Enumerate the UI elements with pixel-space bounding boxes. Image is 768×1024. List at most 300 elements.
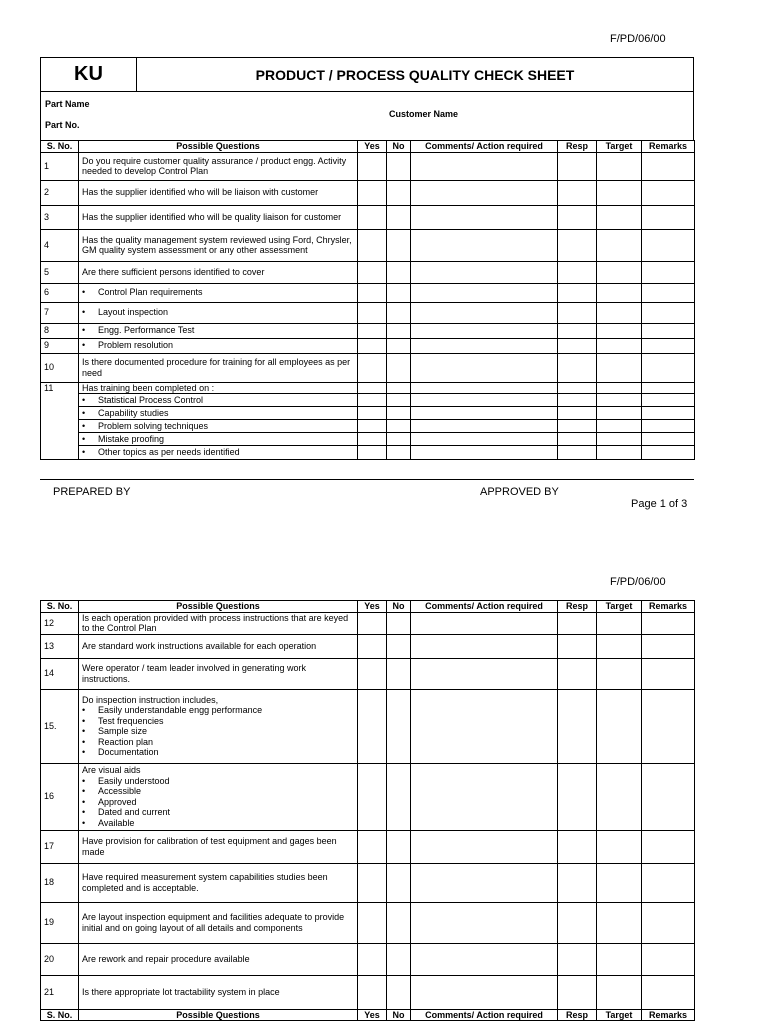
target-cell[interactable] — [597, 446, 642, 460]
bullet-icon: • — [82, 433, 86, 444]
bullet-text: Engg. Performance Test — [98, 325, 195, 336]
target-cell[interactable] — [597, 229, 642, 261]
comments-cell[interactable] — [411, 302, 558, 323]
no-cell[interactable] — [387, 283, 411, 302]
bullet-item — [82, 786, 354, 797]
serial-number: 21 — [41, 975, 79, 1009]
target-cell[interactable] — [597, 689, 642, 763]
comments-header: Comments/ Action required — [411, 1009, 558, 1021]
no-cell[interactable] — [387, 338, 411, 353]
serial-number: 19 — [41, 902, 79, 943]
question-cell — [79, 763, 358, 830]
resp-cell[interactable] — [558, 338, 597, 353]
yes-cell[interactable] — [358, 407, 387, 420]
yes-cell[interactable] — [358, 943, 387, 975]
target-cell[interactable] — [597, 323, 642, 338]
resp-cell[interactable] — [558, 382, 597, 394]
target-cell[interactable] — [597, 338, 642, 353]
serial-number: 14 — [41, 658, 79, 689]
no-header: No — [387, 141, 411, 153]
table-row — [41, 689, 695, 763]
table-row — [41, 382, 695, 394]
resp-header: Resp — [558, 1009, 597, 1021]
resp-cell[interactable] — [558, 975, 597, 1009]
remarks-cell[interactable] — [642, 446, 695, 460]
remarks-cell[interactable] — [642, 658, 695, 689]
yes-cell[interactable] — [358, 975, 387, 1009]
remarks-cell[interactable] — [642, 433, 695, 446]
no-cell[interactable] — [387, 407, 411, 420]
serial-number: 5 — [41, 261, 79, 283]
resp-cell[interactable] — [558, 353, 597, 382]
remarks-cell[interactable] — [642, 152, 695, 180]
table-row — [41, 612, 695, 634]
question-cell — [79, 446, 358, 460]
bullet-text: Dated and current — [98, 807, 171, 817]
target-cell[interactable] — [597, 634, 642, 658]
bullet-item — [82, 716, 354, 727]
question-cell — [79, 152, 358, 180]
comments-cell[interactable] — [411, 658, 558, 689]
target-cell[interactable] — [597, 394, 642, 407]
yes-cell[interactable] — [358, 863, 387, 902]
resp-cell[interactable] — [558, 446, 597, 460]
prepared-by-label: PREPARED BY — [53, 486, 131, 498]
bullet-text: Easily understandable engg performance — [98, 705, 263, 715]
question-cell — [79, 180, 358, 205]
yes-cell[interactable] — [358, 902, 387, 943]
question-header: Possible Questions — [79, 1009, 358, 1021]
target-cell[interactable] — [597, 975, 642, 1009]
no-cell[interactable] — [387, 261, 411, 283]
target-cell[interactable] — [597, 863, 642, 902]
target-cell[interactable] — [597, 382, 642, 394]
yes-cell[interactable] — [358, 229, 387, 261]
no-cell[interactable] — [387, 394, 411, 407]
target-cell[interactable] — [597, 943, 642, 975]
comments-cell[interactable] — [411, 902, 558, 943]
bullet-item — [82, 340, 354, 351]
bullet-icon: • — [82, 307, 86, 318]
target-cell[interactable] — [597, 261, 642, 283]
no-cell[interactable] — [387, 634, 411, 658]
target-cell[interactable] — [597, 763, 642, 830]
serial-number: 9 — [41, 338, 79, 353]
no-cell[interactable] — [387, 229, 411, 261]
question-header: Possible Questions — [79, 601, 358, 613]
table-row — [41, 394, 695, 407]
bullet-item — [82, 737, 354, 748]
sheet-title: PRODUCT / PROCESS QUALITY CHECK SHEET — [255, 66, 575, 83]
yes-cell[interactable] — [358, 353, 387, 382]
question-cell — [79, 205, 358, 229]
question-cell — [79, 943, 358, 975]
yes-cell[interactable] — [358, 689, 387, 763]
remarks-cell[interactable] — [642, 205, 695, 229]
resp-cell[interactable] — [558, 229, 597, 261]
target-cell[interactable] — [597, 353, 642, 382]
comments-cell[interactable] — [411, 634, 558, 658]
yes-cell[interactable] — [358, 763, 387, 830]
comments-cell[interactable] — [411, 689, 558, 763]
yes-cell[interactable] — [358, 658, 387, 689]
comments-cell[interactable] — [411, 863, 558, 902]
question-text: Is each operation provided with process instructions that are keyed to the Control Plan — [82, 612, 349, 633]
target-header: Target — [597, 141, 642, 153]
question-text: Have provision for calibration of test equipment and gages been made — [82, 836, 337, 857]
bullet-item — [82, 705, 354, 716]
no-cell[interactable] — [387, 353, 411, 382]
serial-number: 4 — [41, 229, 79, 261]
target-cell[interactable] — [597, 902, 642, 943]
comments-cell[interactable] — [411, 612, 558, 634]
comments-cell[interactable] — [411, 382, 558, 394]
question-text: Has training been completed on : — [82, 382, 215, 393]
no-cell[interactable] — [387, 446, 411, 460]
bullet-icon: • — [82, 726, 86, 736]
table-row — [41, 229, 695, 261]
serial-number: 2 — [41, 180, 79, 205]
serial-number: 15. — [41, 689, 79, 763]
sn-header: S. No. — [41, 1009, 79, 1021]
bullet-icon: • — [82, 340, 86, 351]
target-cell[interactable] — [597, 205, 642, 229]
yes-cell[interactable] — [358, 612, 387, 634]
serial-number: 6 — [41, 283, 79, 302]
part-no-label: Part No. — [45, 120, 80, 130]
bullet-icon: • — [82, 775, 86, 786]
yes-cell[interactable] — [358, 338, 387, 353]
serial-number: 10 — [41, 353, 79, 382]
serial-number: 17 — [41, 830, 79, 863]
bullet-icon: • — [82, 747, 86, 757]
bullet-item — [82, 287, 354, 298]
comments-cell[interactable] — [411, 446, 558, 460]
resp-cell[interactable] — [558, 863, 597, 902]
table-row — [41, 205, 695, 229]
remarks-cell[interactable] — [642, 394, 695, 407]
serial-number: 8 — [41, 323, 79, 338]
remarks-cell[interactable] — [642, 407, 695, 420]
resp-cell[interactable] — [558, 658, 597, 689]
question-text: Has the supplier identified who will be quality liaison for customer — [82, 211, 342, 222]
resp-cell[interactable] — [558, 180, 597, 205]
resp-cell[interactable] — [558, 152, 597, 180]
table-row — [41, 763, 695, 830]
no-cell[interactable] — [387, 302, 411, 323]
table-row — [41, 433, 695, 446]
yes-cell[interactable] — [358, 446, 387, 460]
bullet-icon: • — [82, 736, 86, 747]
question-cell — [79, 433, 358, 446]
remarks-cell[interactable] — [642, 863, 695, 902]
bullet-icon: • — [82, 786, 86, 796]
checklist-table-page-2 — [40, 600, 695, 1021]
yes-cell[interactable] — [358, 152, 387, 180]
yes-cell[interactable] — [358, 634, 387, 658]
remarks-cell[interactable] — [642, 975, 695, 1009]
question-text: Is there appropriate lot tractability system in place — [82, 986, 280, 997]
bullet-item — [82, 807, 354, 818]
no-cell[interactable] — [387, 180, 411, 205]
table-row — [41, 943, 695, 975]
remarks-cell[interactable] — [642, 323, 695, 338]
remarks-cell[interactable] — [642, 229, 695, 261]
comments-cell[interactable] — [411, 763, 558, 830]
bullet-icon: • — [82, 715, 86, 726]
no-cell[interactable] — [387, 612, 411, 634]
yes-cell[interactable] — [358, 830, 387, 863]
comments-cell[interactable] — [411, 407, 558, 420]
question-text: Do you require customer quality assurance / product engg. Activity needed to develop Control Plan — [82, 155, 347, 176]
yes-cell[interactable] — [358, 302, 387, 323]
bullet-icon: • — [82, 817, 86, 828]
target-cell[interactable] — [597, 612, 642, 634]
bullet-text: Statistical Process Control — [98, 394, 204, 405]
resp-cell[interactable] — [558, 283, 597, 302]
target-cell[interactable] — [597, 407, 642, 420]
no-cell[interactable] — [387, 658, 411, 689]
checklist-table-page-1 — [40, 140, 695, 460]
question-cell — [79, 353, 358, 382]
question-text: Is there documented procedure for training for all employees as per need — [82, 357, 351, 378]
customer-name-label: Customer Name — [389, 109, 459, 119]
bullet-item — [82, 434, 354, 445]
yes-cell[interactable] — [358, 205, 387, 229]
comments-cell[interactable] — [411, 152, 558, 180]
table-row — [41, 152, 695, 180]
yes-cell[interactable] — [358, 261, 387, 283]
resp-cell[interactable] — [558, 433, 597, 446]
yes-cell[interactable] — [358, 283, 387, 302]
serial-number: 16 — [41, 763, 79, 830]
comments-cell[interactable] — [411, 338, 558, 353]
no-cell[interactable] — [387, 205, 411, 229]
question-cell — [79, 407, 358, 420]
serial-number: 3 — [41, 205, 79, 229]
sn-header: S. No. — [41, 601, 79, 613]
remarks-cell[interactable] — [642, 943, 695, 975]
table-row — [41, 261, 695, 283]
bullet-text: Control Plan requirements — [98, 287, 203, 298]
table-row — [41, 283, 695, 302]
target-cell[interactable] — [597, 433, 642, 446]
resp-cell[interactable] — [558, 407, 597, 420]
question-cell — [79, 902, 358, 943]
remarks-cell[interactable] — [642, 689, 695, 763]
question-cell — [79, 394, 358, 407]
table-row — [41, 180, 695, 205]
comments-cell[interactable] — [411, 323, 558, 338]
question-cell — [79, 420, 358, 433]
resp-header: Resp — [558, 601, 597, 613]
no-header: No — [387, 1009, 411, 1021]
no-header: No — [387, 601, 411, 613]
no-cell[interactable] — [387, 830, 411, 863]
bullet-text: Easily understood — [98, 775, 170, 786]
table-header-row — [41, 601, 695, 613]
bullet-item — [82, 776, 354, 787]
comments-cell[interactable] — [411, 283, 558, 302]
resp-cell[interactable] — [558, 205, 597, 229]
question-text: Have required measurement system capabilities studies been completed and is acceptable. — [82, 872, 328, 893]
remarks-cell[interactable] — [642, 634, 695, 658]
remarks-cell[interactable] — [642, 180, 695, 205]
resp-cell[interactable] — [558, 261, 597, 283]
question-text: Has the quality management system reviewed using Ford, Chrysler, GM quality system assessment or any other assessment — [82, 234, 352, 255]
approved-by-label: APPROVED BY — [480, 486, 559, 498]
bullet-item — [82, 726, 354, 737]
remarks-cell[interactable] — [642, 338, 695, 353]
resp-cell[interactable] — [558, 943, 597, 975]
comments-cell[interactable] — [411, 180, 558, 205]
table-row — [41, 975, 695, 1009]
target-cell[interactable] — [597, 152, 642, 180]
comments-cell[interactable] — [411, 394, 558, 407]
footer-divider — [40, 479, 694, 480]
bullet-text: Accessible — [98, 786, 142, 796]
bullet-item — [82, 447, 354, 458]
comments-cell[interactable] — [411, 261, 558, 283]
bullet-text: Problem resolution — [98, 340, 174, 351]
question-text: Do inspection instruction includes, — [82, 694, 219, 705]
table-row — [41, 407, 695, 420]
remarks-cell[interactable] — [642, 382, 695, 394]
bullet-text: Problem solving techniques — [98, 420, 209, 431]
no-cell[interactable] — [387, 975, 411, 1009]
no-cell[interactable] — [387, 689, 411, 763]
company-logo: KU — [41, 58, 137, 91]
target-cell[interactable] — [597, 830, 642, 863]
resp-cell[interactable] — [558, 634, 597, 658]
comments-cell[interactable] — [411, 830, 558, 863]
question-cell — [79, 658, 358, 689]
remarks-cell[interactable] — [642, 302, 695, 323]
table-row — [41, 658, 695, 689]
bullet-text: Reaction plan — [98, 736, 154, 747]
remarks-cell[interactable] — [642, 283, 695, 302]
resp-cell[interactable] — [558, 420, 597, 433]
serial-number: 7 — [41, 302, 79, 323]
question-cell — [79, 283, 358, 302]
serial-number: 1 — [41, 152, 79, 180]
table-row — [41, 338, 695, 353]
question-text: Are visual aids — [82, 765, 141, 775]
resp-cell[interactable] — [558, 394, 597, 407]
comments-cell[interactable] — [411, 420, 558, 433]
header-divider — [41, 91, 693, 92]
part-name-label: Part Name — [45, 99, 90, 109]
serial-number: 20 — [41, 943, 79, 975]
no-cell[interactable] — [387, 152, 411, 180]
question-text: Are rework and repair procedure available — [82, 953, 250, 964]
bullet-text: Approved — [98, 796, 137, 807]
serial-number: 11 — [41, 382, 79, 460]
bullet-item — [82, 797, 354, 808]
target-cell[interactable] — [597, 302, 642, 323]
target-cell[interactable] — [597, 283, 642, 302]
yes-header: Yes — [358, 601, 387, 613]
comments-cell[interactable] — [411, 433, 558, 446]
resp-cell[interactable] — [558, 763, 597, 830]
no-cell[interactable] — [387, 433, 411, 446]
comments-cell[interactable] — [411, 943, 558, 975]
resp-cell[interactable] — [558, 323, 597, 338]
yes-cell[interactable] — [358, 382, 387, 394]
bullet-item — [82, 395, 354, 406]
remarks-cell[interactable] — [642, 420, 695, 433]
question-cell — [79, 302, 358, 323]
question-text: Were operator / team leader involved in generating work instructions. — [82, 663, 306, 684]
remarks-cell[interactable] — [642, 830, 695, 863]
yes-cell[interactable] — [358, 433, 387, 446]
remarks-cell[interactable] — [642, 261, 695, 283]
remarks-cell[interactable] — [642, 902, 695, 943]
question-cell — [79, 261, 358, 283]
bullet-item — [82, 408, 354, 419]
comments-cell[interactable] — [411, 205, 558, 229]
resp-cell[interactable] — [558, 902, 597, 943]
question-cell — [79, 975, 358, 1009]
bullet-text: Test frequencies — [98, 715, 164, 726]
question-cell — [79, 634, 358, 658]
yes-cell[interactable] — [358, 420, 387, 433]
bullet-icon: • — [82, 394, 86, 405]
bullet-text: Documentation — [98, 747, 159, 757]
serial-number: 13 — [41, 634, 79, 658]
question-cell — [79, 382, 358, 394]
bullet-text: Available — [98, 817, 135, 828]
table-row — [41, 353, 695, 382]
resp-cell[interactable] — [558, 830, 597, 863]
comments-cell[interactable] — [411, 975, 558, 1009]
bullet-icon: • — [82, 287, 86, 298]
comments-header: Comments/ Action required — [411, 601, 558, 613]
resp-cell[interactable] — [558, 689, 597, 763]
table-row — [41, 863, 695, 902]
yes-cell[interactable] — [358, 394, 387, 407]
comments-cell[interactable] — [411, 353, 558, 382]
bullet-icon: • — [82, 807, 86, 817]
no-cell[interactable] — [387, 420, 411, 433]
yes-cell[interactable] — [358, 180, 387, 205]
doc-reference-page-2: F/PD/06/00 — [610, 576, 666, 588]
resp-cell[interactable] — [558, 302, 597, 323]
question-cell — [79, 229, 358, 261]
target-cell[interactable] — [597, 658, 642, 689]
no-cell[interactable] — [387, 323, 411, 338]
yes-cell[interactable] — [358, 323, 387, 338]
no-cell[interactable] — [387, 763, 411, 830]
no-cell[interactable] — [387, 863, 411, 902]
no-cell[interactable] — [387, 902, 411, 943]
serial-number: 18 — [41, 863, 79, 902]
target-cell[interactable] — [597, 180, 642, 205]
resp-cell[interactable] — [558, 612, 597, 634]
no-cell[interactable] — [387, 382, 411, 394]
remarks-cell[interactable] — [642, 612, 695, 634]
remarks-cell[interactable] — [642, 353, 695, 382]
comments-cell[interactable] — [411, 229, 558, 261]
remarks-cell[interactable] — [642, 763, 695, 830]
target-cell[interactable] — [597, 420, 642, 433]
page-number: Page 1 of 3 — [631, 498, 688, 510]
question-text: Are standard work instructions available for each operation — [82, 640, 317, 651]
target-header: Target — [597, 1009, 642, 1021]
no-cell[interactable] — [387, 943, 411, 975]
question-text: Has the supplier identified who will be liaison with customer — [82, 187, 319, 198]
remarks-header: Remarks — [642, 601, 695, 613]
